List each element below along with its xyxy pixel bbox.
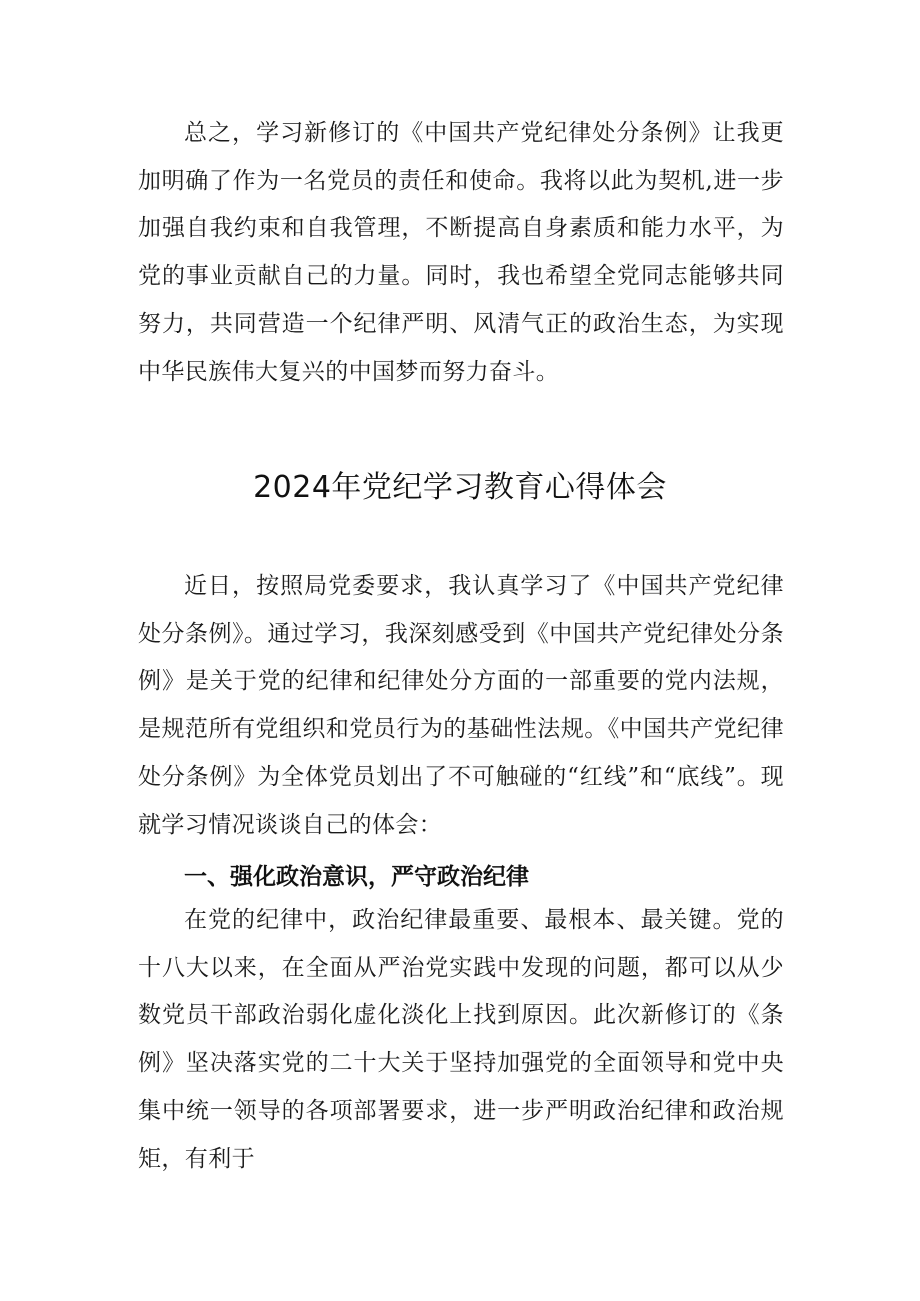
section-heading: 一、强化政治意识，严守政治纪律 bbox=[184, 864, 529, 890]
intro-paragraph: 近日，按照局党委要求，我认真学习了《中国共产党纪律处分条例》。通过学习，我深刻感受到《中国共产党纪律处分条例》是关于党的纪律和纪律处分方面的一部重要的党内法规，是规范所有党组织和党员行为的基础性法规。《中国共产党纪律处分条例》为全体党员划出了不可触碰的“红线”和“底线”。现就学习情况谈谈自己的体会： bbox=[138, 573, 784, 838]
section-paragraph: 在党的纪律中，政治纪律最重要、最根本、最关键。党的十八大以来，在全面从严治党实践中发现的问题，都可以从少数党员干部政治弱化虚化淡化上找到原因。此次新修订的《条例》坚决落实党的二十大关于坚持加强党的全面领导和党中央集中统一领导的各项部署要求，进一步严明政治纪律和政治规矩，有利于 bbox=[138, 907, 784, 1172]
document-title: 2024年党纪学习教育心得体会 bbox=[253, 470, 667, 505]
closing-paragraph: 总之，学习新修订的《中国共产党纪律处分条例》让我更加明确了作为一名党员的责任和使命。我将以此为契机,进一步加强自我约束和自我管理，不断提高自身素质和能力水平，为党的事业贡献自己的力量。同时，我也希望全党同志能够共同努力，共同营造一个纪律严明、风清气正的政治生态，为实现中华民族伟大复兴的中国梦而努力奋斗。 bbox=[138, 120, 784, 385]
